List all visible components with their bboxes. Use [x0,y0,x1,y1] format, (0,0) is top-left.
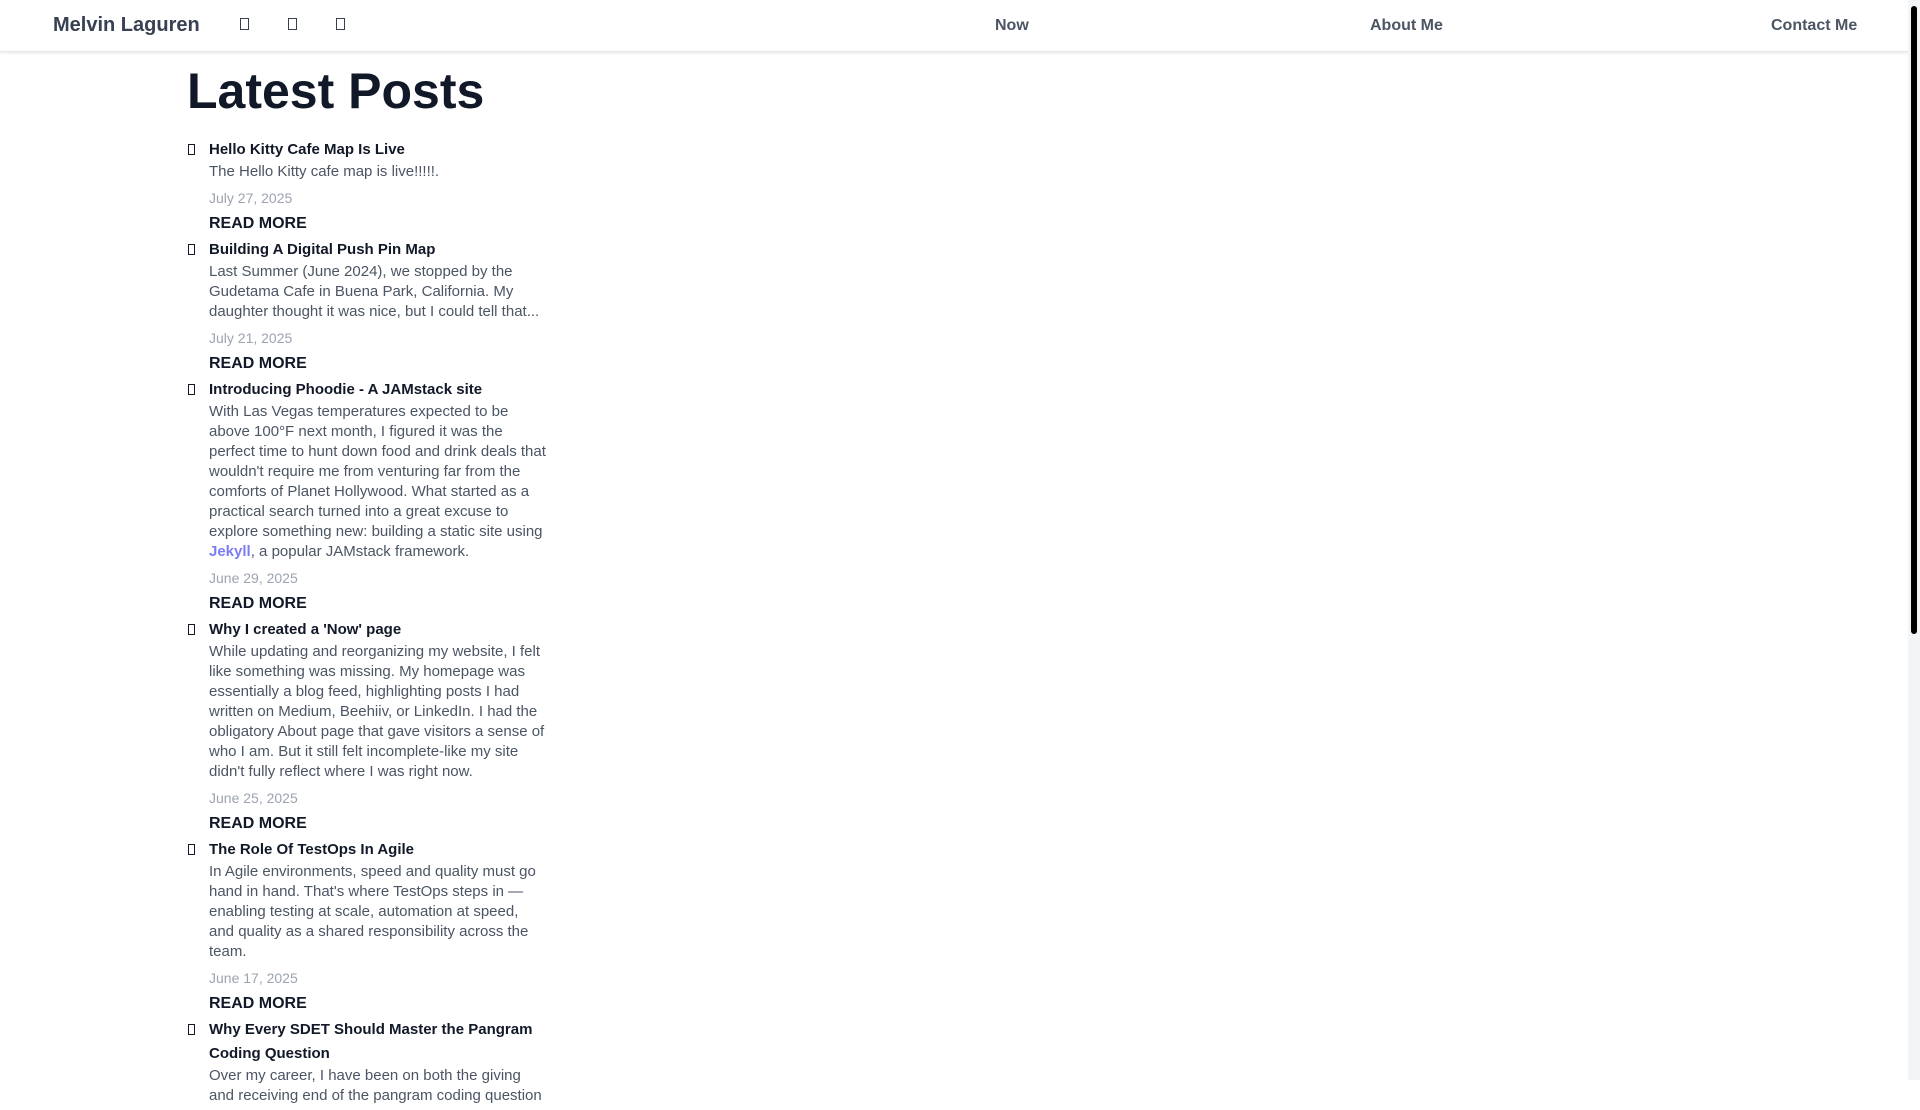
post-item [187,1018,547,1106]
read-more-link[interactable]: READ MORE [209,355,307,372]
post-bullet-icon [187,843,195,855]
post-item [187,378,547,614]
post-date: June 25, 2025 [209,790,298,806]
post-date: July 27, 2025 [209,190,293,206]
vertical-scrollbar[interactable] [1908,0,1920,1080]
post-excerpt: Last Summer (June 2024), we stopped by the Gudetama Cafe in Buena Park, California. My daughter thought it was nice, but I could tell that... [209,263,540,320]
read-more-link[interactable]: READ MORE [209,595,307,612]
site-brand-link[interactable]: Melvin Laguren [53,14,200,36]
post-excerpt: The Hello Kitty cafe map is live!!!!!. [209,163,440,180]
linkedin-icon[interactable] [286,17,298,31]
post-item [187,618,547,834]
post-title-link[interactable]: Why Every SDET Should Master the Pangram Coding Question [209,1021,533,1062]
post-list [187,138,547,1106]
read-more-link[interactable]: READ MORE [209,995,307,1012]
post-date: June 17, 2025 [209,970,298,986]
post-title-link[interactable]: The Role Of TestOps In Agile [209,841,415,858]
post-excerpt: Over my career, I have been on both the giving and receiving end of the pangram coding question [209,1067,542,1104]
github-icon[interactable] [238,17,250,31]
post-bullet-icon [187,623,195,635]
scrollbar-thumb[interactable] [1911,6,1917,634]
read-more-link[interactable]: READ MORE [209,815,307,832]
top-navbar [0,0,1908,52]
post-title-link[interactable]: Why I created a 'Now' page [209,621,402,638]
post-bullet-icon [187,383,195,395]
jekyll-link[interactable]: Jekyll [209,543,251,560]
medium-icon[interactable] [334,17,346,31]
main-content [187,58,547,1110]
page-title: Latest Posts [187,63,485,119]
nav-link-about-me[interactable]: About Me [1370,17,1443,34]
post-bullet-icon [187,143,195,155]
nav-link-now[interactable]: Now [995,17,1029,34]
post-excerpt: In Agile environments, speed and quality must go hand in hand. That's where TestOps steps in — enabling testing at scale, automation at speed, and quality as a shared responsibility across the team. [209,863,536,960]
post-title-link[interactable]: Building A Digital Push Pin Map [209,241,436,258]
post-title-link[interactable]: Hello Kitty Cafe Map Is Live [209,141,405,158]
post-item [187,838,547,1014]
post-title-link[interactable]: Introducing Phoodie - A JAMstack site [209,381,483,398]
post-date: June 29, 2025 [209,570,298,586]
post-excerpt-text: With Las Vegas temperatures expected to be above 100°F next month, I figured it was the perfect time to hunt down food and drink deals that wouldn't require me from venturing far from the comforts of Planet Hollywood. What started as a practical search turned into a great excuse to explore something new: building a static site using [209,403,546,540]
nav-link-contact-me[interactable]: Contact Me [1771,17,1858,34]
read-more-link[interactable]: READ MORE [209,215,307,232]
post-item [187,138,547,234]
post-item [187,238,547,374]
post-bullet-icon [187,1023,195,1035]
post-excerpt [209,402,547,562]
post-date: July 21, 2025 [209,330,293,346]
post-bullet-icon [187,243,195,255]
post-excerpt-text: , a popular JAMstack framework. [250,543,470,560]
post-excerpt: While updating and reorganizing my website, I felt like something was missing. My homepage was essentially a blog feed, highlighting posts I had written on Medium, Beehiiv, or LinkedIn. I had the obligatory About page that gave visitors a sense of who I am. But it still felt incomplete-like my site didn't fully reflect where I was right now. [209,643,545,780]
